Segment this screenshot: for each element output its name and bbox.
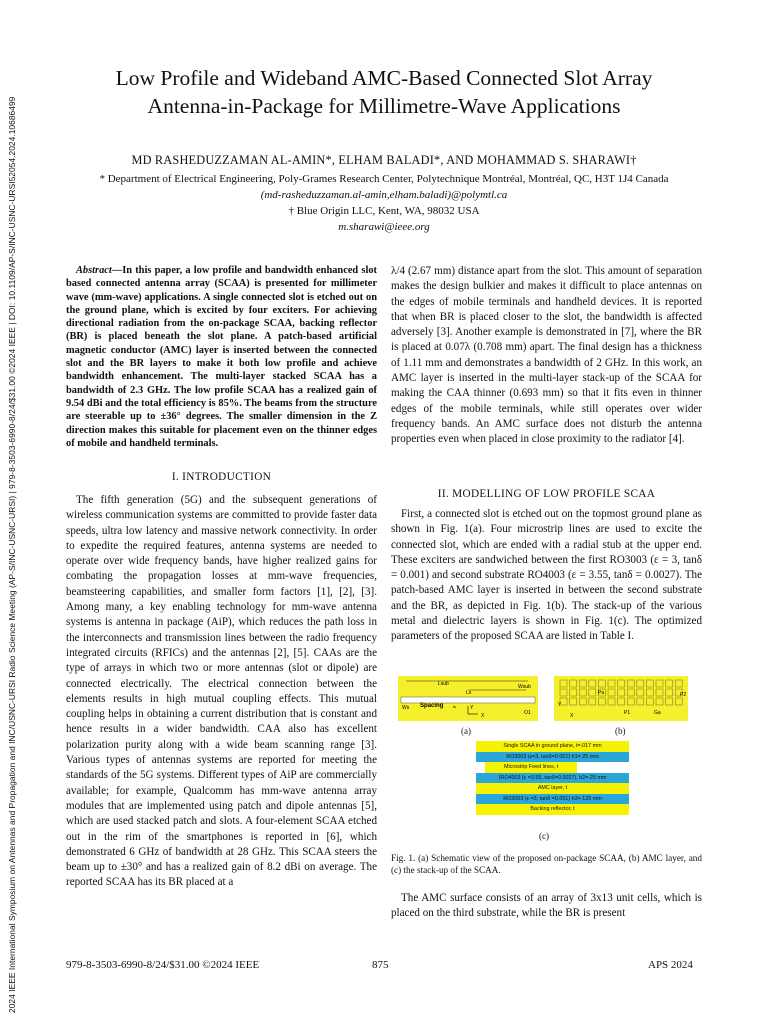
page-number: 875 <box>372 959 389 971</box>
stack-layer: RO3003 (ε =3, tanδ =0.001) h3=.125 mm <box>476 794 629 805</box>
label-o1: O1 <box>524 710 531 716</box>
label-x: X <box>481 713 485 719</box>
footer-conference: APS 2024 <box>648 959 693 971</box>
email-2: m.sharawi@ieee.org <box>338 221 430 233</box>
stack-layer: (RO4003 (ε =3.55, tanδ=0.0027), h2=.25 mm <box>476 773 629 784</box>
label-lsub: Lsub <box>438 681 449 687</box>
title-line-2: Antenna-in-Package for Millimetre-Wave Applications <box>147 94 621 118</box>
affiliation-1: * Department of Electrical Engineering, Poly-Grames Research Center, Polytechnique Montréal, Montréal, QC, H3T 1J4 Canada <box>99 173 669 185</box>
label-ls-small: ls <box>453 704 456 709</box>
figure-label-c: (c) <box>539 831 549 841</box>
stack-layer: Single SCAA in ground plane, t=.017 mm <box>476 741 629 752</box>
label-spacing: Spacing <box>420 703 444 709</box>
footer-copyright: 979-8-3503-6990-8/24/$31.00 ©2024 IEEE <box>66 959 260 971</box>
figure-1b-amc-layer <box>554 676 688 721</box>
label-wsub: Wsub <box>518 684 531 690</box>
figure-label-b: (b) <box>615 726 626 736</box>
label-y: Y <box>470 705 474 711</box>
authors: MD RASHEDUZZAMAN AL-AMIN*, ELHAM BALADI*, AND MOHAMMAD S. SHARAWI† <box>131 153 637 167</box>
label-x-b: X <box>570 713 574 719</box>
sidebar-citation-text: 2024 IEEE International Symposium on Antennas and Propagation and INC/USNC-URSI Radio Science Meeting (AP-S/INC-USNC-URSI) | 979-8-3503-6990-8/24/$31.00 ©2024 IEEE | DOI: 10.1109/AP-S/INC-USNC-URSI52054.2024.10686499 <box>7 96 17 1013</box>
label-ls: Ls <box>466 690 472 696</box>
stack-layer: Microstrip Feed lines, t <box>485 762 577 773</box>
figure-1c-stackup <box>476 741 629 815</box>
paper-title <box>60 64 708 120</box>
stack-layer: RO3003 (ε=3, tanδ=0.001) h1=.25 mm <box>476 752 629 763</box>
section-1-heading: I. INTRODUCTION <box>171 471 272 483</box>
right-paragraph-last: The AMC surface consists of an array of 3x13 unit cells, which is placed on the third substrate, while the BR is present <box>391 892 702 920</box>
figure-label-a: (a) <box>461 726 471 736</box>
affiliation-2: † Blue Origin LLC, Kent, WA, 98032 USA <box>288 205 480 217</box>
abstract-label: Abstract <box>76 265 112 276</box>
section-2-heading: II. MODELLING OF LOW PROFILE SCAA <box>437 488 656 500</box>
stack-layer: AMC layer, t <box>476 783 629 794</box>
label-y-b: Y <box>558 702 562 708</box>
abstract-text: —In this paper, a low profile and bandwidth enhanced slot based connected antenna array (SCAA) is presented for millimeter wave (mm-wave) applications. A single connected slot is etched out on the ground plane, which is excited by four exciters. For achieving directional radiation from the on-package SCAA, backing reflector (BR) is placed beneath the slot plane. A patch-based artificial magnetic conductor (AMC) layer is inserted between the connected slot and the BR layers to make it both low profile and achieve bandwidth enhancement. The multi-layer stacked SCAA has a bandwidth of 2.3 GHz. The low profile SCAA has a realized gain of 9.54 dBi and the total efficiency is 85%. The beams from the structure are steerable up to ±36° degrees. The smaller dimension in the Z direction makes this suitable for placement even on the thinner edges of mobile and handheld terminals. <box>66 265 377 449</box>
figure-1-caption: Fig. 1. (a) Schematic view of the proposed on-package SCAA, (b) AMC layer, and (c) the stack-up of the SCAA. <box>391 853 702 875</box>
email-1: (md-rasheduzzaman.al-amin,elham.baladi)@polymtl.ca <box>260 189 508 201</box>
stack-layer: Backing reflector, t <box>476 804 629 815</box>
right-paragraph-1: λ/4 (2.67 mm) distance apart from the slot. This amount of separation makes the design bulkier and makes it difficult to place antennas on the edges of mobile terminals and handheld devices. It is reported that when BR is placed closer to the slot, the bandwidth is affected adversely [3]. Another example is demonstrated in [7], where the BR is placed at 0.07λ (0.708 mm) apart. The final design has a thickness of 1.11 mm and demonstrates a bandwidth of 2 GHz. In this work, an AMC layer is inserted in the multi-layer stack-up of the SCAA for making the CAA thinner (0.693 mm) so that it fits even in thinner edges of the mobile terminals, while still operates over wider frequency bands. An AMC surface does not disturb the antenna properties even when placed in close proximity to the radiator [4]. <box>391 265 702 446</box>
label-p1: P1 <box>624 710 631 716</box>
figure-1a-schematic <box>398 676 538 721</box>
abstract <box>66 264 377 450</box>
section-2-body: First, a connected slot is etched out on the topmost ground plane as shown in Fig. 1(a). Four microstrip lines are used to excite the connected slot, which are ended with a radial stub at the upper end. These exciters are sandwiched between the first RO3003 (ε = 3, tanδ = 0.001) and second substrate RO4003 (ε = 3.55, tanδ = 0.0027). The patch-based AMC layer is inserted in between the second substrate and the BR, as depicted in Fig. 1(b). The stack-up of the various metal and dielectric layers is shown in Fig. 1(c). The optimized parameters of the proposed SCAA are listed in Table I. <box>391 508 702 643</box>
label-ga: Ga <box>654 710 661 716</box>
title-line-1: Low Profile and Wideband AMC-Based Connected Slot Array <box>115 66 653 90</box>
label-ws: Ws <box>402 705 410 711</box>
sidebar-citation <box>3 8 25 1013</box>
label-pa: Pa <box>598 690 605 696</box>
section-1-body: The fifth generation (5G) and the subsequent generations of wireless communication systems are committed to provide faster data speeds, ultra low latency and massive network connectivity. In order to expedite the required features, antenna systems are needed to operate over wide frequency bands, have higher realized gains for combating the propagation losses at mm-wave frequencies, beamsteering capabilities, and smaller form factors [1], [2], [3]. Among many, a key enabling technology for mm-wave antenna systems is antenna in package (AiP), which reduces the path loss in the interconnects and transmission lines between the radio frequency integrated circuits (RFICs) and the antennas [2], [5]. CAAs are the type of arrays in which two or more antennas (slot or dipole) are connected electrically. The electrical connection between the elements results in high mutual coupling effects. This mutual coupling helps in obtaining a current distribution that is constant and hence results in a wider bandwidth. CAA also has excellent polarization purity along with a wide beam scanning range [3]. Various types of antennas systems are reported for meeting the standards of the 5G systems. Different types of AiP are commercially available; for example, Qualcomm has mm-wave antenna array modules that are implemented using patch and dipole antennas [5], which are used stacked patch and slots. A four-element SCAA etched out in the rim of the smartphones is reported in [6], which demonstrated 6 GHz of bandwidth at 28 GHz. This SCAA steers the beam up to ±30° and has a realized gain of 8.2 dBi on average. The reported SCAA has its BR placed at a <box>66 494 377 889</box>
label-p2: P2 <box>680 692 687 698</box>
